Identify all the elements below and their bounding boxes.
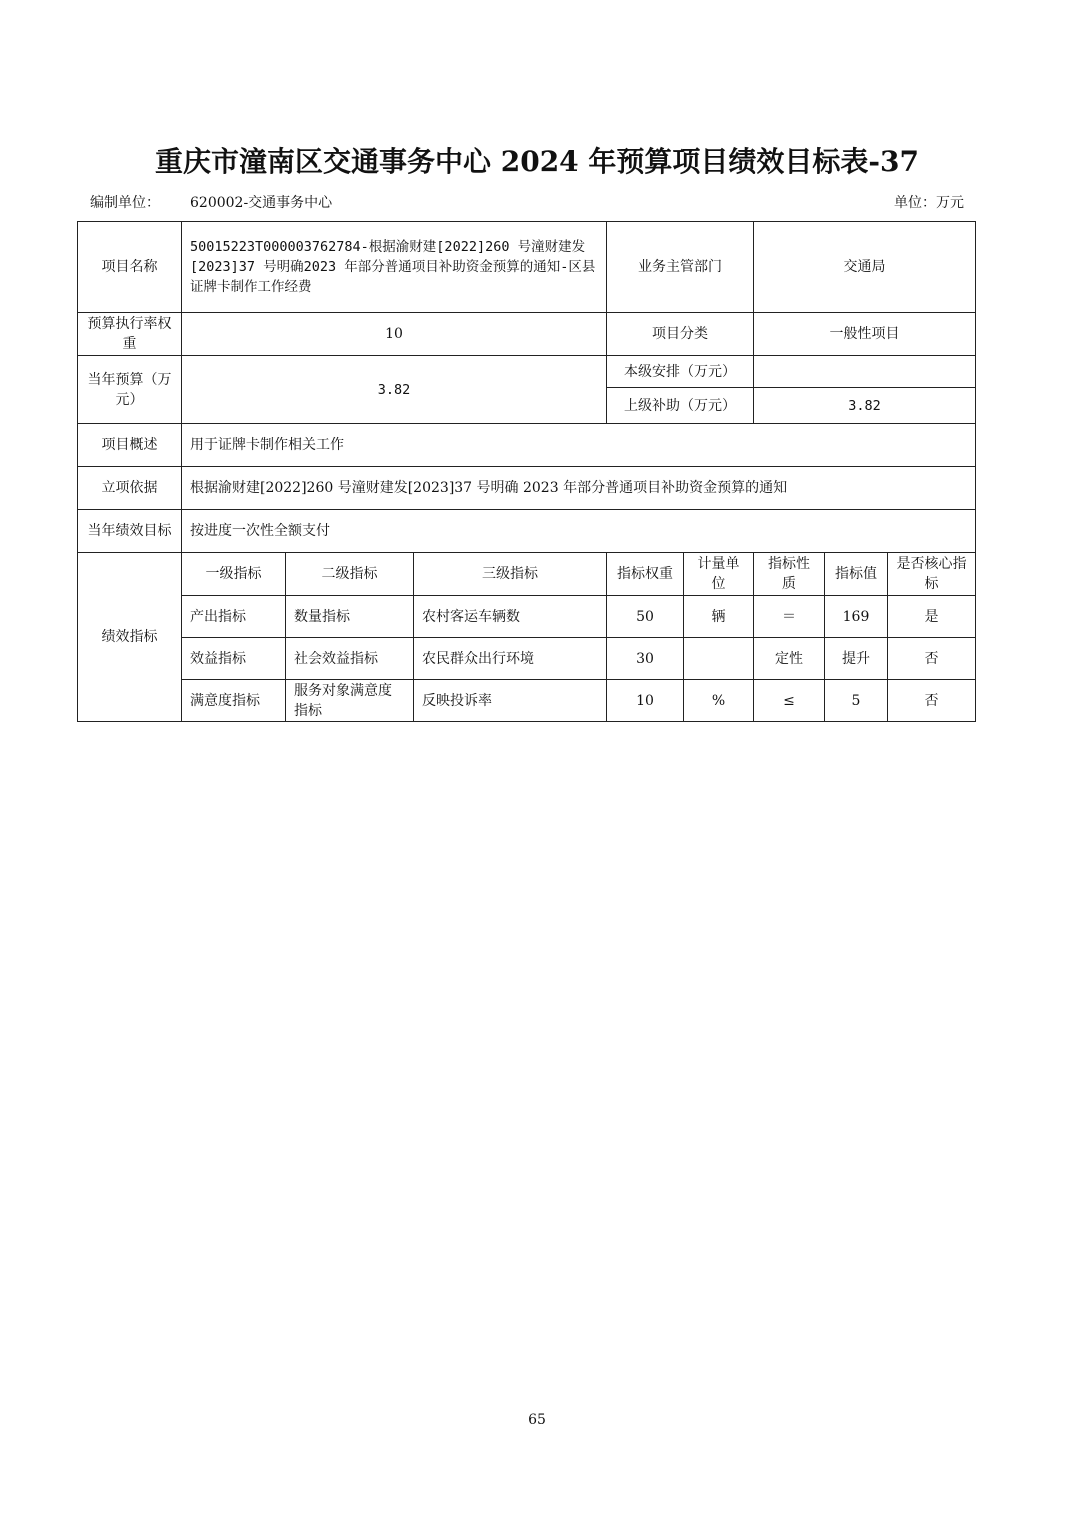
table-cell: 社会效益指标 xyxy=(286,638,414,680)
table-cell: 5 xyxy=(825,680,888,722)
currency-unit-note: 单位：万元 xyxy=(894,195,964,211)
table-cell: 10 xyxy=(607,680,684,722)
table-cell: 50 xyxy=(607,596,684,638)
basis-value: 根据渝财建[2022]260 号潼财建发[2023]37 号明确 2023 年部分普通项目补助资金预算的通知 xyxy=(182,467,976,510)
table-cell: 产出指标 xyxy=(182,596,286,638)
basis-label: 立项依据 xyxy=(78,467,182,510)
document-title: 重庆市潼南区交通事务中心 2024 年预算项目绩效目标表-37 xyxy=(154,145,919,178)
table-cell: ≤ xyxy=(754,680,825,722)
upper-subsidy-value: 3.82 xyxy=(754,388,976,424)
goal-value: 按进度一次性全额支付 xyxy=(182,510,976,553)
table-cell: 是 xyxy=(888,596,976,638)
overview-label: 项目概述 xyxy=(78,424,182,467)
compiling-unit-value: 620002-交通事务中心 xyxy=(190,195,333,211)
budget-value: 3.82 xyxy=(182,356,607,424)
table-cell: 定性 xyxy=(754,638,825,680)
perf-header: 一级指标 xyxy=(182,553,286,596)
table-cell: 否 xyxy=(888,680,976,722)
exec-rate-value: 10 xyxy=(182,313,607,356)
budget-label: 当年预算（万元） xyxy=(78,356,182,424)
table-row xyxy=(78,596,976,638)
perf-header: 指标权重 xyxy=(607,553,684,596)
category-label: 项目分类 xyxy=(607,313,754,356)
upper-subsidy-label: 上级补助（万元） xyxy=(607,388,754,424)
local-arrangement-label: 本级安排（万元） xyxy=(607,356,754,388)
perf-header: 指标性质 xyxy=(754,553,825,596)
table-cell: 30 xyxy=(607,638,684,680)
table-cell: 提升 xyxy=(825,638,888,680)
exec-rate-label: 预算执行率权重 xyxy=(78,313,182,356)
category-value: 一般性项目 xyxy=(754,313,976,356)
page-number: 65 xyxy=(528,1412,546,1428)
dept-value: 交通局 xyxy=(754,222,976,313)
table-cell: ＝ xyxy=(754,596,825,638)
table-row xyxy=(78,638,976,680)
project-name-value: 50015223T000003762784-根据渝财建[2022]260 号潼财建发[2023]37 号明确2023 年部分普通项目补助资金预算的通知-区县证牌卡制作工作经费 xyxy=(182,222,607,313)
compiling-unit-label: 编制单位： xyxy=(90,195,160,211)
table-cell: 服务对象满意度指标 xyxy=(286,680,414,722)
goal-label: 当年绩效目标 xyxy=(78,510,182,553)
table-cell: 否 xyxy=(888,638,976,680)
performance-target-table xyxy=(77,221,976,722)
compiling-unit xyxy=(90,192,332,212)
table-cell: 辆 xyxy=(684,596,754,638)
perf-header: 指标值 xyxy=(825,553,888,596)
perf-header: 计量单位 xyxy=(684,553,754,596)
table-cell: 效益指标 xyxy=(182,638,286,680)
overview-value: 用于证牌卡制作相关工作 xyxy=(182,424,976,467)
table-cell: 反映投诉率 xyxy=(414,680,607,722)
table-cell: 满意度指标 xyxy=(182,680,286,722)
perf-header: 三级指标 xyxy=(414,553,607,596)
perf-header: 是否核心指标 xyxy=(888,553,976,596)
table-cell: 数量指标 xyxy=(286,596,414,638)
dept-label: 业务主管部门 xyxy=(607,222,754,313)
perf-indicators-label: 绩效指标 xyxy=(78,553,182,722)
table-cell: 农村客运车辆数 xyxy=(414,596,607,638)
project-name-label: 项目名称 xyxy=(78,222,182,313)
table-cell: % xyxy=(684,680,754,722)
table-cell: 169 xyxy=(825,596,888,638)
table-cell: 农民群众出行环境 xyxy=(414,638,607,680)
table-cell xyxy=(684,638,754,680)
table-row xyxy=(78,680,976,722)
perf-header: 二级指标 xyxy=(286,553,414,596)
local-arrangement-value xyxy=(754,356,976,388)
